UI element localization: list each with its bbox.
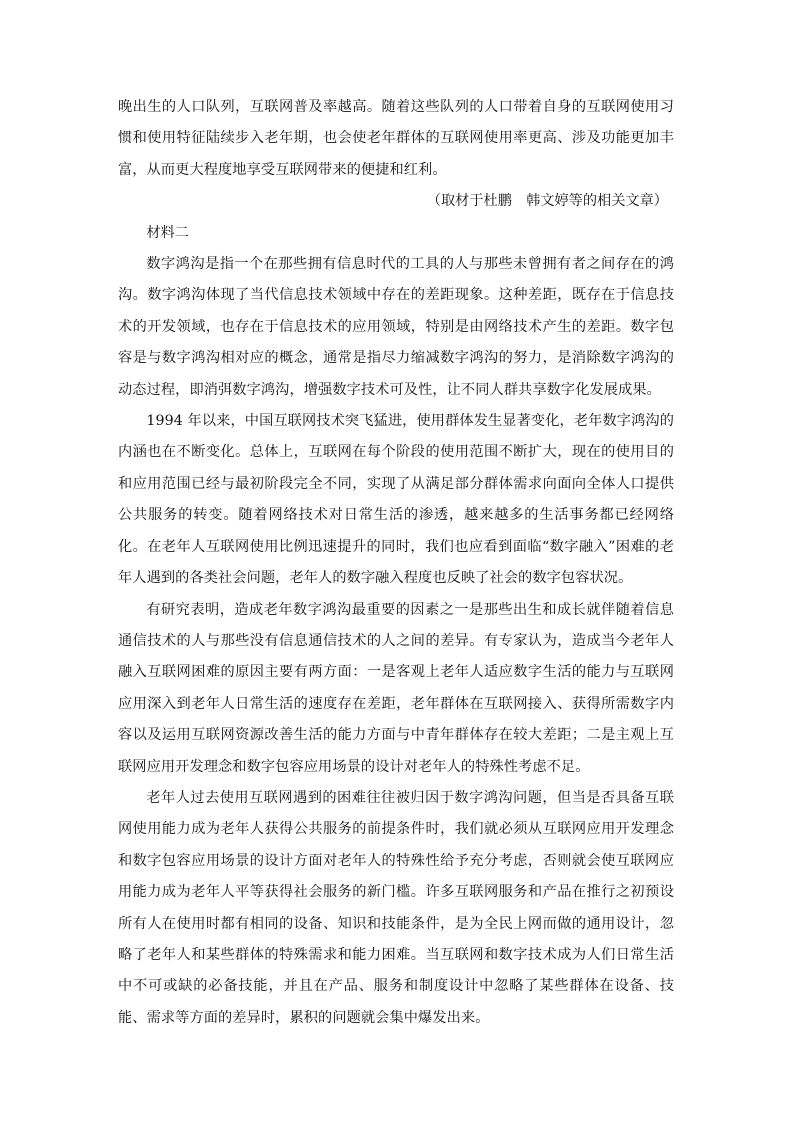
paragraph-difficulties: 老年人过去使用互联网遇到的困难往往被归因于数字鸿沟问题，但当是否具备互联网使用能力成为老年人获得公共服务的前提条件时，我们就必须从互联网应用开发理念和数字包容应用场景的设计方面对老年人的特殊性给予充分考虑，否则就会使互联网应用能力成为老年人平等获得社会服务的新门槛。许多互联网服务和产品在推行之初预设所有人在使用时都有相同的设备、知识和技能条件，是为全民上网而做的通用设计，忽略了老年人和某些群体的特殊需求和能力困难。当互联网和数字技术成为人们日常生活中不可或缺的必备技能，并且在产品、服务和制度设计中忽略了某些群体在设备、技能、需求等方面的差异时，累积的问题就会集中爆发出来。 [118,789,674,1026]
source-note: （取材于杜鹏 韩文婷等的相关文章） [426,193,668,210]
paragraph-digital-divide: 数字鸿沟是指一个在那些拥有信息时代的工具的人与那些未曾拥有者之间存在的鸿沟。数字鸿沟体现了当代信息技术领域中存在的差距现象。这种差距，既存在于信息技术的开发领域，也存在于信息技术的应用领域，特别是由网络技术产生的差距。数字包容是与数字鸿沟相对应的概念，通常是指尽力缩减数字鸿沟的努力，是消除数字鸿沟的动态过程，即消弭数字鸿沟，增强数字技术可及性，让不同人群共享数字化发展成果。 [118,256,674,398]
section-title: 材料二 [146,224,189,241]
paragraph-since-1994: 1994 年以来，中国互联网技术突飞猛进，使用群体发生显著变化，老年数字鸿沟的内涵也在不断变化。总体上，互联网在每个阶段的使用范围不断扩大，现在的使用目的和应用范围已经与最初阶段完全不同，实现了从满足部分群体需求向面向全体人口提供公共服务的转变。随着网络技术对日常生活的渗透，越来越多的生活事务都已经网络化。在老年人互联网使用比例迅速提升的同时，我们也应看到面临“数字融入”困难的老年人遇到的各类社会问题，老年人的数字融入程度也反映了社会的数字包容状况。 [118,413,674,587]
paragraph-research: 有研究表明，造成老年数字鸿沟最重要的因素之一是那些出生和成长就伴随着信息通信技术的人与那些没有信息通信技术的人之间的差异。有专家认为，造成当今老年人融入互联网困难的原因主要有两方面：一是客观上老年人适应数字生活的能力与互联网应用深入到老年人日常生活的速度存在差距，老年群体在互联网接入、获得所需数字内容以及运用互联网资源改善生活的能力方面与中青年群体存在较大差距；二是主观上互联网应用开发理念和数字包容应用场景的设计对老年人的特殊性考虑不足。 [118,601,674,775]
document-page [118,92,674,1034]
intro-paragraph: 晚出生的人口队列，互联网普及率越高。随着这些队列的人口带着自身的互联网使用习惯和使用特征陆续步入老年期，也会使老年群体的互联网使用率更高、涉及功能更加丰富，从而更大程度地享受互联网带来的便捷和红利。 [118,99,674,178]
